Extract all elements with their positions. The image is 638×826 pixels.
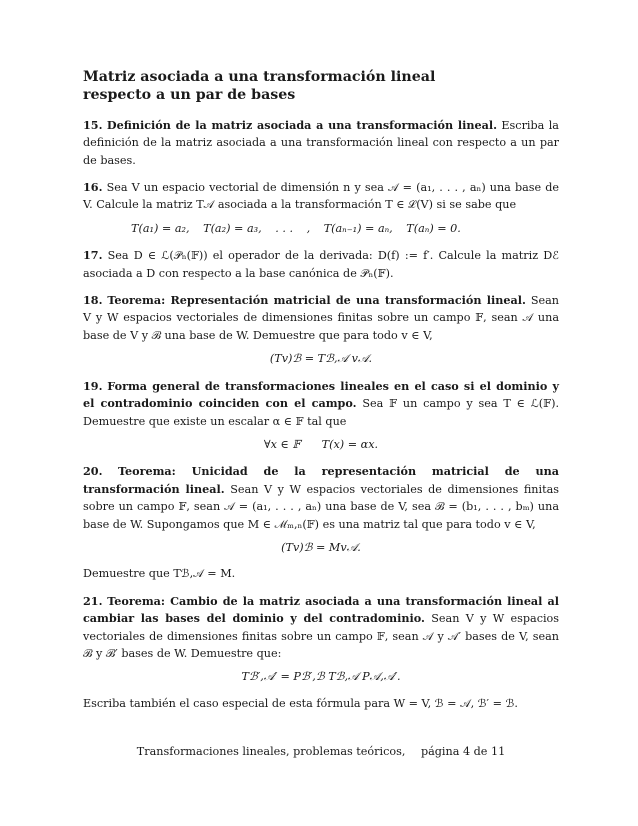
section-title-line-1: Matriz asociada a una transformación lineal	[83, 69, 436, 85]
problem-number: 15.	[83, 117, 103, 132]
equation-term: T(aₙ₋₁) = aₙ,	[323, 221, 393, 235]
problem-number: 19.	[83, 378, 103, 393]
equation-term: T(a₂) = a₃,	[203, 221, 262, 235]
equation-term: T(a₁) = a₂,	[131, 221, 190, 235]
section-title-line-2: respecto a un par de bases	[83, 87, 296, 104]
problem-followup: Demuestre que Tℬ,𝒜 = M.	[83, 567, 236, 581]
page-footer	[83, 745, 559, 758]
problem-text: Sean V y W espacios vectoriales de dimensiones finitas sobre un campo 𝔽, sean 𝒜 una base de V y ℬ una base de W. Demuestre que para todo v ∈ V,	[83, 294, 559, 342]
problem-followup: Escriba también el caso especial de esta fórmula para W = V, ℬ = 𝒜, ℬ′ = ℬ.	[83, 696, 518, 710]
page-content	[83, 68, 559, 722]
equation-term: T(aₙ) = 0.	[406, 221, 461, 235]
problem-number: 18.	[83, 293, 103, 308]
problem-text: Sea V un espacio vectorial de dimensión n y sea 𝒜 = (a₁, . . . , aₙ) una base de V. Calcule la matriz T𝒜 asociada a la transformación T ∈ ℒ(V) si se sabe que	[83, 181, 559, 212]
page-number: página 4 de 11	[420, 745, 506, 758]
display-equation: ∀x ∈ 𝔽 T(x) = αx.	[263, 437, 379, 451]
display-equation	[131, 220, 559, 237]
display-equation: (Tv)ℬ = Mv𝒜.	[281, 540, 361, 554]
problem-number: 21.	[83, 593, 103, 608]
problem-text: Escriba la definición de la matriz asociada a una transformación lineal con respecto a un par de bases.	[83, 118, 559, 167]
footer-title: Transformaciones lineales, problemas teóricos,	[136, 745, 406, 758]
display-equation: Tℬ′,𝒜′ = Pℬ′,ℬ Tℬ,𝒜 P𝒜,𝒜′.	[241, 670, 401, 684]
problem-heading: Teorema: Representación matricial de una transformación lineal.	[107, 293, 526, 308]
problem-text: Sean V y W espacios vectoriales de dimensiones finitas sobre un campo 𝔽, sean 𝒜 y 𝒜′ bases de V, sean ℬ y ℬ′ bases de W. Demuestre que:	[83, 612, 560, 660]
display-equation: (Tv)ℬ = Tℬ,𝒜 v𝒜.	[269, 352, 373, 366]
problem-heading: Forma general de transformaciones lineales en el caso si el dominio y el contradominio coinciden con el campo.	[83, 378, 559, 411]
problem-15	[83, 117, 559, 169]
problem-text: Sea 𝔽 un campo y sea T ∈ ℒ(𝔽). Demuestre que existe un escalar α ∈ 𝔽 tal que	[83, 397, 560, 428]
problem-21	[83, 593, 559, 712]
problem-heading: Teorema: Cambio de la matriz asociada a una transformación lineal al cambiar las bases del dominio y del contradominio.	[83, 593, 559, 626]
problem-number: 16.	[83, 180, 103, 195]
equation-term: . . .	[275, 221, 293, 235]
section-title	[83, 68, 559, 105]
problem-text: Sea D ∈ ℒ(𝒫ₙ(𝔽)) el operador de la derivada: D(f) := f′. Calcule la matriz Dℰ asociada a D con respecto a la base canónica de 𝒫ₙ(𝔽).	[83, 249, 559, 280]
problem-16	[83, 179, 559, 237]
problem-19	[83, 378, 559, 454]
problem-number: 20.	[83, 464, 103, 479]
problem-17	[83, 247, 559, 282]
problem-18	[83, 292, 559, 368]
problem-heading: Definición de la matriz asociada a una transformación lineal.	[106, 117, 497, 132]
problem-20	[83, 463, 559, 582]
equation-term: ,	[306, 221, 311, 235]
problem-heading: Teorema: Unicidad de la representación matricial de una transformación lineal.	[83, 464, 559, 496]
problem-text: Sean V y W espacios vectoriales de dimensiones finitas sobre un campo 𝔽, sean 𝒜 = (a₁, . . . , aₙ) una base de V, sea ℬ = (b₁, . . . , bₘ) una base de W. Supongamos que M ∈ ℳₘ,ₙ(𝔽) es una matriz tal que para todo v ∈ V,	[83, 482, 559, 531]
problem-number: 17.	[83, 248, 103, 263]
